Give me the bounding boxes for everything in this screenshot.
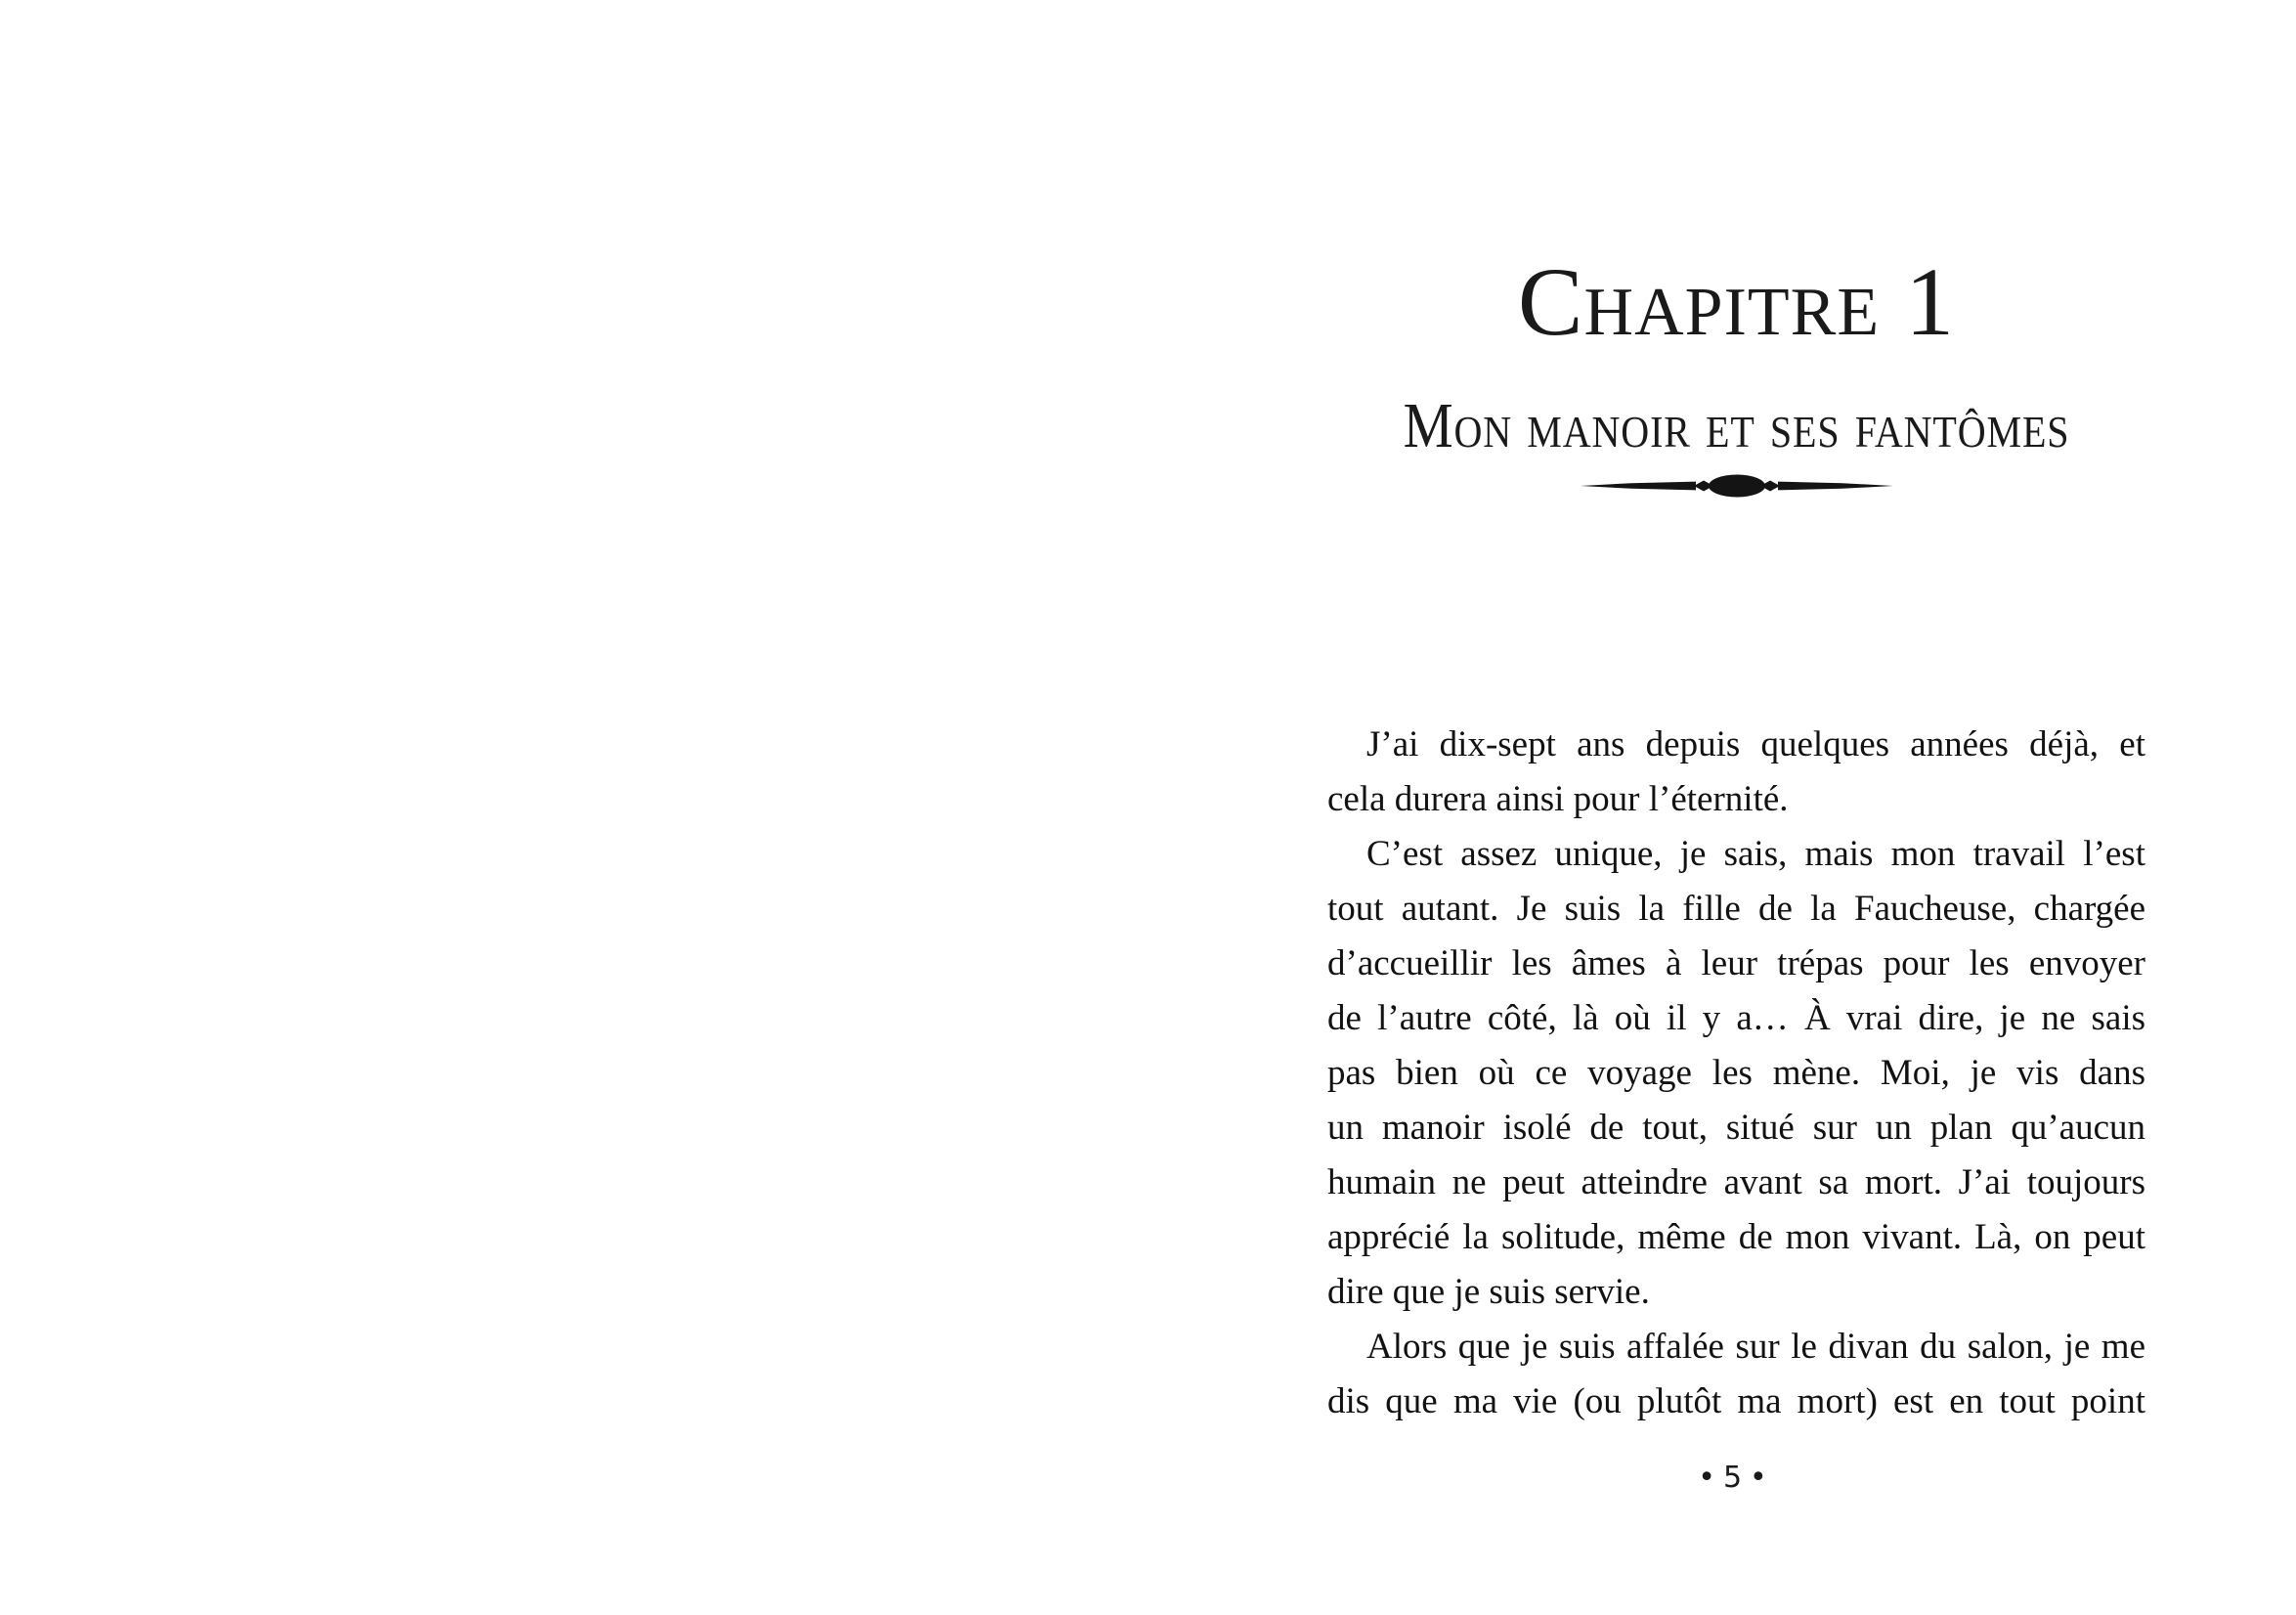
page-number: •5•	[1698, 1461, 1775, 1495]
text-line: C’est assez unique, je sais, mais mon travail l’est	[1366, 834, 2145, 874]
text-line: cela durera ainsi pour l’éternité.	[1327, 779, 1789, 819]
text-line: pas bien où ce voyage les mène. Moi, je vis dans	[1327, 1053, 2145, 1093]
text-line: tout autant. Je suis la fille de la Faucheuse, chargée	[1327, 889, 2145, 929]
chapter-divider-ornament	[1327, 473, 2145, 499]
text-line: apprécié la solitude, même de mon vivant. Là, on peut	[1327, 1217, 2145, 1257]
text-line: J’ai dix-sept ans depuis quelques années déjà, et	[1366, 724, 2145, 764]
text-line: un manoir isolé de tout, situé sur un plan qu’aucun	[1327, 1108, 2145, 1148]
right-page	[1148, 0, 2296, 1615]
text-line: Alors que je suis affalée sur le divan du salon, je me	[1366, 1327, 2145, 1367]
chapter-title-heading: Mon manoir et ses fantômes	[1403, 390, 2070, 461]
body-text	[1327, 718, 2145, 1429]
chapter-number-heading: Chapitre 1	[1517, 247, 1956, 356]
text-line: de l’autre côté, là où il y a… À vrai dire, je ne sais	[1327, 998, 2145, 1038]
text-line: humain ne peut atteindre avant sa mort. J’ai toujours	[1327, 1162, 2145, 1202]
text-line: dire que je suis servie.	[1327, 1272, 1650, 1312]
text-line: dis que ma vie (ou plutôt ma mort) est en tout point	[1327, 1381, 2145, 1421]
text-line: d’accueillir les âmes à leur trépas pour les envoyer	[1327, 943, 2145, 983]
divider-ornament-icon	[1581, 473, 1893, 499]
